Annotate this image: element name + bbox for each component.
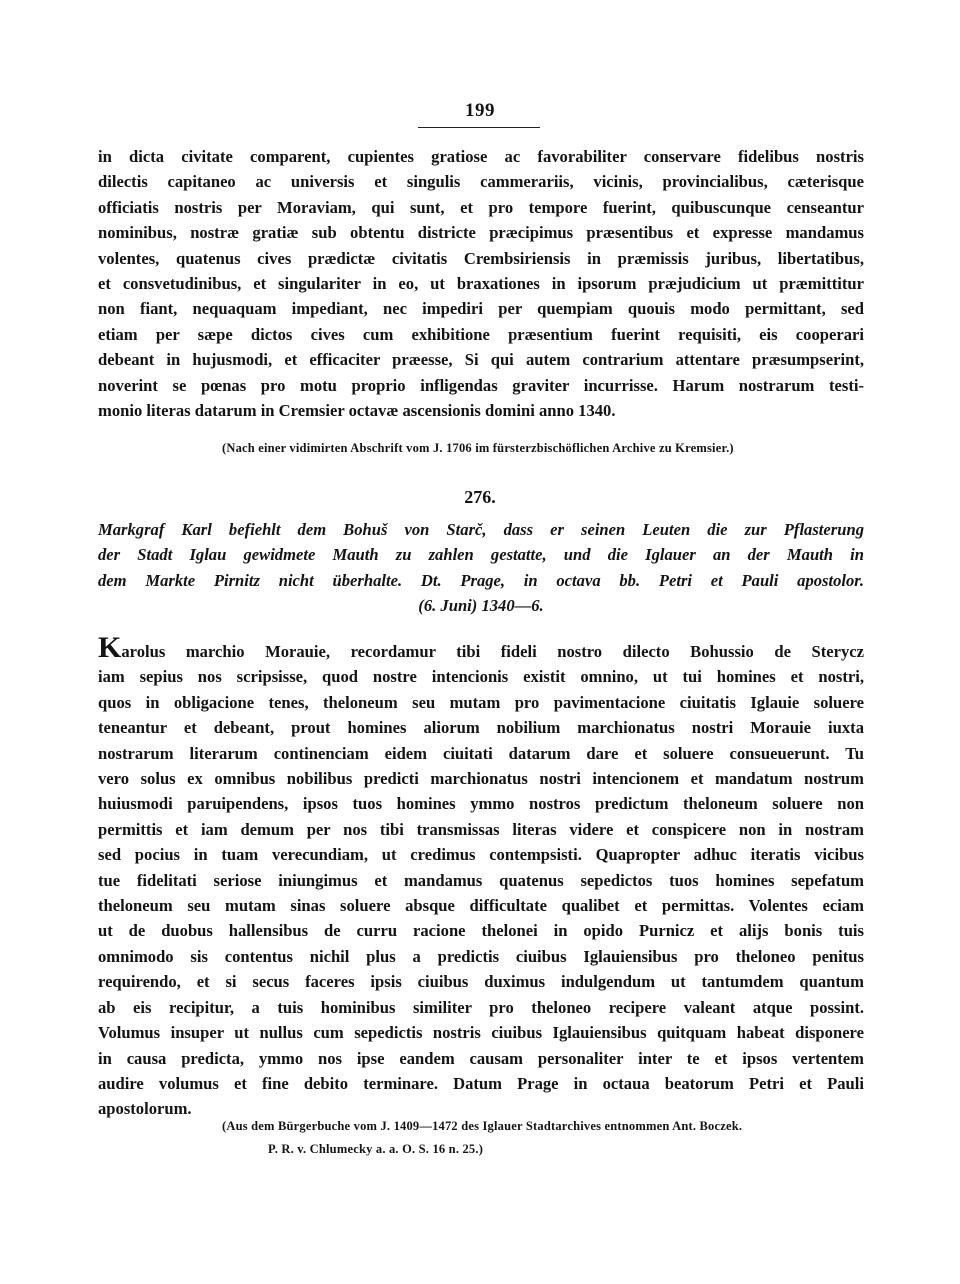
header-rule [418,127,540,128]
text-line: nominibus, nostræ gratiæ sub obtentu districte præcipimus præsentibus et expresse mandamus [98,223,864,243]
text-line: ut de duobus hallensibus de curru racione thelonei in opido Purnicz et alijs bonis tuis [98,921,864,941]
text-line: huiusmodi paruipendens, ipsos tuos homines ymmo nostros predictum theloneum soluere non [98,794,864,814]
text-line: monio literas datarum in Cremsier octavæ ascensionis domini anno 1340. [98,401,616,421]
source-note [222,1115,862,1161]
text-line: apostolorum. [98,1099,192,1119]
previous-source-note: (Nach einer vidimirten Abschrift vom J. 1706 im fürsterzbischöflichen Archive zu Kremsier.) [222,441,734,455]
text-line: Volumus insuper ut nullus cum sepedictis nostris ciuibus Iglauiensibus quitquam habeat disponere [98,1023,864,1043]
text-line: debeant in hujusmodi, et efficaciter præesse, Si qui autem contrarium attentare præsumpserint, [98,350,864,370]
regest-line: der Stadt Iglau gewidmete Mauth zu zahlen gestatte, und die Iglauer an der Mauth in [98,545,864,565]
text-line: omnimodo sis contentus nichil plus a predictis ciuibus Iglauiensibus pro theloneo penitus [98,946,864,966]
text-line: quos in obligacione tenes, theloneum seu mutam pro pavimentacione ciuitatis Iglauie soluere [98,692,864,712]
text-line: requirendo, et si secus faceres ipsis ciuibus duximus indulgendum ut tantumdem quantum [98,972,864,992]
text-line: theloneum seu mutam sinas soluere absque difficultate qualibet et permittas. Volentes eciam [98,896,864,916]
text-line: dilectis capitaneo ac universis et singulis cammerariis, vicinis, provincialibus, cæterisque [98,172,864,192]
text-line: etiam per sæpe dictos cives cum exhibitione præsentium fuerint requisiti, eis cooperari [98,324,864,344]
text-line: permittis et iam demum per nos tibi transmissas literas videre et conspicere non in nostram [98,819,864,839]
document-number: 276. [464,487,496,507]
text-line: noverint se pœnas pro motu proprio infligendas graviter incurrisse. Harum nostrarum testi- [98,375,864,395]
text-line: nostrarum literarum continenciam eidem ciuitati datarum dare et soluere consueuerunt. Tu [98,743,864,763]
text-line: tue fidelitati seriose iniungimus et mandamus quatenus sepedictos tuos homines sepefatum [98,870,864,890]
regest-line: dem Markte Pirnitz nicht überhalte. Dt. Prage, in octava bb. Petri et Pauli apostolor. [98,570,864,590]
text-line: ab eis recipitur, a tuis hominibus similiter pro theloneo recipere valeant atque possint. [98,997,864,1017]
first-line-text: arolus marchio Morauie, recordamur tibi fideli nostro dilecto Bohussio de Sterycz [121,642,864,661]
source-note-line: (Aus dem Bürgerbuche vom J. 1409—1472 des Iglauer Stadtarchives entnommen Ant. Boczek. [222,1119,743,1133]
text-line: teneantur et debeant, prout homines aliorum nobilium marchionatus nostri Morauie iuxta [98,718,864,738]
text-line: non fiant, nequaquam impediant, nec impediri per quempiam quouis modo permittant, sed [98,299,864,319]
text-line: sed pocius in tuam verecundiam, ut credimus contempsisti. Quapropter adhuc iteratis vicibus [98,845,864,865]
text-line: vero solus ex omnibus nobilibus predicti marchionatus nostri intencionem et mandatum nostrum [98,769,864,789]
document-body [98,631,864,1122]
previous-document-text [98,144,864,423]
text-line: audire volumus et fine debito terminare. Datum Prage in octaua beatorum Petri et Pauli [98,1073,864,1093]
text-line: et consvetudinibus, et singulariter in eo, ut braxationes in ipsorum præjudicium ut præmittitur [98,274,864,294]
text-line: volentes, quatenus cives prædictæ civitatis Crembsiriensis in præmissis juribus, libertatibus, [98,248,864,268]
text-line: officiatis nostris per Moraviam, qui sunt, et pro tempore fuerint, quibuscunque censeantur [98,197,864,217]
source-note-line: P. R. v. Chlumecky a. a. O. S. 16 n. 25.) [268,1142,484,1156]
regest [98,517,864,619]
text-line: iam sepius nos scripsisse, quod nostre intencionis existit omnino, ut tui homines et nostri, [98,667,864,687]
drop-initial: K [98,631,122,664]
page-number: 199 [465,100,495,121]
document-date: (6. Juni) 1340—6. [418,596,544,616]
text-line: in causa predicta, ymmo nos ipse eandem causam personaliter inter te et ipsos vertentem [98,1048,864,1068]
regest-line: Markgraf Karl befiehlt dem Bohuš von Starč, dass er seinen Leuten die zur Pflasterung [98,520,864,539]
first-line [98,631,864,664]
text-line: in dicta civitate comparent, cupientes gratiose ac favorabiliter conservare fidelibus nostris [98,147,864,166]
